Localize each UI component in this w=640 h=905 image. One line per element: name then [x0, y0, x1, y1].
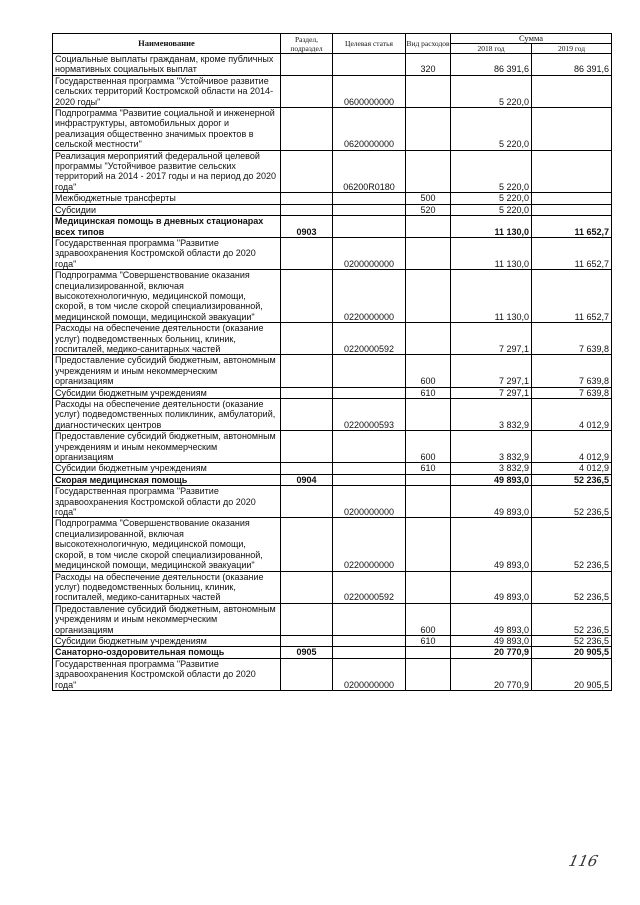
type-cell: 600 [406, 431, 451, 463]
amount-2018-cell: 5 220,0 [451, 193, 532, 204]
table-row [53, 431, 612, 463]
type-cell: 600 [406, 603, 451, 635]
amount-2019-cell: 52 236,5 [532, 486, 612, 518]
amount-2018-cell: 11 130,0 [451, 270, 532, 323]
name-cell: Медицинская помощь в дневных стационарах всех типов [53, 216, 281, 238]
section-cell [281, 399, 333, 431]
amount-2019-cell: 52 236,5 [532, 635, 612, 646]
table-row [53, 474, 612, 485]
type-cell [406, 323, 451, 355]
amount-2018-cell: 5 220,0 [451, 108, 532, 151]
amount-2018-cell: 5 220,0 [451, 75, 532, 107]
type-cell [406, 216, 451, 238]
type-cell: 520 [406, 204, 451, 215]
amount-2019-cell: 52 236,5 [532, 474, 612, 485]
target-cell [333, 647, 406, 658]
name-cell: Предоставление субсидий бюджетным, автономным учреждениям и иным некоммерческим организациям [53, 355, 281, 387]
amount-2019-cell: 7 639,8 [532, 387, 612, 398]
amount-2019-cell: 86 391,6 [532, 54, 612, 76]
amount-2019-cell [532, 193, 612, 204]
name-cell: Расходы на обеспечение деятельности (оказание услуг) подведомственных больниц, клиник, госпиталей, медико-санитарных частей [53, 323, 281, 355]
target-cell [333, 463, 406, 474]
amount-2019-cell: 11 652,7 [532, 270, 612, 323]
header-section: Раздел, подраздел [281, 34, 333, 54]
amount-2019-cell [532, 204, 612, 215]
name-cell: Санаторно-оздоровительная помощь [53, 647, 281, 658]
name-cell: Предоставление субсидий бюджетным, автономным учреждениям и иным некоммерческим организациям [53, 431, 281, 463]
amount-2018-cell: 20 770,9 [451, 647, 532, 658]
amount-2018-cell: 7 297,1 [451, 355, 532, 387]
table-row [53, 635, 612, 646]
type-cell [406, 270, 451, 323]
type-cell: 500 [406, 193, 451, 204]
amount-2018-cell: 49 893,0 [451, 486, 532, 518]
table-row [53, 486, 612, 518]
type-cell [406, 150, 451, 193]
amount-2018-cell: 20 770,9 [451, 658, 532, 690]
header-type: Вид расходов [406, 34, 451, 54]
section-cell [281, 486, 333, 518]
type-cell: 610 [406, 463, 451, 474]
section-cell [281, 387, 333, 398]
type-cell [406, 571, 451, 603]
amount-2019-cell: 7 639,8 [532, 355, 612, 387]
target-cell: 0200000000 [333, 658, 406, 690]
type-cell [406, 399, 451, 431]
target-cell: 0200000000 [333, 486, 406, 518]
name-cell: Государственная программа "Развитие здравоохранения Костромской области до 2020 года" [53, 658, 281, 690]
table-row [53, 237, 612, 269]
section-cell [281, 635, 333, 646]
name-cell: Субсидии [53, 204, 281, 215]
table-row [53, 399, 612, 431]
amount-2019-cell [532, 75, 612, 107]
amount-2018-cell: 49 893,0 [451, 603, 532, 635]
amount-2018-cell: 5 220,0 [451, 204, 532, 215]
table-row [53, 216, 612, 238]
section-cell [281, 518, 333, 571]
name-cell: Государственная программа "Развитие здравоохранения Костромской области до 2020 года" [53, 237, 281, 269]
amount-2019-cell: 4 012,9 [532, 399, 612, 431]
section-cell [281, 431, 333, 463]
section-cell [281, 658, 333, 690]
section-cell [281, 75, 333, 107]
type-cell [406, 658, 451, 690]
amount-2018-cell: 49 893,0 [451, 571, 532, 603]
header-year-2019: 2019 год [532, 44, 612, 54]
table-row [53, 270, 612, 323]
type-cell: 600 [406, 355, 451, 387]
table-row [53, 387, 612, 398]
section-cell [281, 463, 333, 474]
name-cell: Государственная программа "Развитие здравоохранения Костромской области до 2020 года" [53, 486, 281, 518]
target-cell: 06200R0180 [333, 150, 406, 193]
header-sum: Сумма [451, 34, 612, 44]
table-row [53, 658, 612, 690]
amount-2019-cell: 7 639,8 [532, 323, 612, 355]
name-cell: Расходы на обеспечение деятельности (оказание услуг) подведомственных поликлиник, амбулаторий, диагностических центров [53, 399, 281, 431]
type-cell: 610 [406, 635, 451, 646]
name-cell: Подпрограмма "Развитие социальной и инженерной инфраструктуры, автомобильных дорог и реализация общественно значимых проектов в сельской местности" [53, 108, 281, 151]
table-row [53, 108, 612, 151]
page-number: 116 [567, 852, 600, 870]
type-cell: 320 [406, 54, 451, 76]
section-cell [281, 54, 333, 76]
name-cell: Субсидии бюджетным учреждениям [53, 463, 281, 474]
amount-2019-cell: 20 905,5 [532, 647, 612, 658]
table-header [53, 34, 612, 54]
target-cell: 0220000593 [333, 399, 406, 431]
target-cell [333, 474, 406, 485]
amount-2019-cell: 11 652,7 [532, 216, 612, 238]
target-cell: 0220000592 [333, 323, 406, 355]
section-cell: 0903 [281, 216, 333, 238]
amount-2019-cell: 52 236,5 [532, 571, 612, 603]
amount-2019-cell [532, 108, 612, 151]
table-row [53, 193, 612, 204]
section-cell [281, 108, 333, 151]
amount-2018-cell: 11 130,0 [451, 216, 532, 238]
table-row [53, 518, 612, 571]
section-cell [281, 571, 333, 603]
type-cell: 610 [406, 387, 451, 398]
target-cell [333, 431, 406, 463]
table-row [53, 75, 612, 107]
table-row [53, 463, 612, 474]
amount-2019-cell: 52 236,5 [532, 518, 612, 571]
amount-2018-cell: 7 297,1 [451, 387, 532, 398]
target-cell: 0600000000 [333, 75, 406, 107]
amount-2019-cell: 11 652,7 [532, 237, 612, 269]
amount-2018-cell: 7 297,1 [451, 323, 532, 355]
target-cell: 0220000592 [333, 571, 406, 603]
name-cell: Социальные выплаты гражданам, кроме публичных нормативных социальных выплат [53, 54, 281, 76]
section-cell [281, 237, 333, 269]
amount-2018-cell: 49 893,0 [451, 474, 532, 485]
table-row [53, 355, 612, 387]
type-cell [406, 518, 451, 571]
target-cell [333, 603, 406, 635]
amount-2018-cell: 3 832,9 [451, 399, 532, 431]
amount-2018-cell: 49 893,0 [451, 518, 532, 571]
target-cell [333, 635, 406, 646]
section-cell [281, 603, 333, 635]
name-cell: Реализация мероприятий федеральной целевой программы "Устойчивое развитие сельских территорий на 2014 - 2017 годы и на период до 2020 года" [53, 150, 281, 193]
target-cell: 0620000000 [333, 108, 406, 151]
section-cell: 0904 [281, 474, 333, 485]
name-cell: Скорая медицинская помощь [53, 474, 281, 485]
name-cell: Государственная программа "Устойчивое развитие сельских территорий Костромской области на 2014-2020 годы" [53, 75, 281, 107]
table-body [53, 54, 612, 691]
target-cell: 0220000000 [333, 518, 406, 571]
budget-table [52, 33, 612, 691]
table-row [53, 150, 612, 193]
header-name: Наименование [53, 34, 281, 54]
type-cell [406, 486, 451, 518]
name-cell: Подпрограмма "Совершенствование оказания специализированной, включая высокотехнологичную, медицинской помощи, скорой, в том числе скорой специализированной, медицинской помощи, медицинской эвакуации" [53, 518, 281, 571]
target-cell [333, 54, 406, 76]
name-cell: Субсидии бюджетным учреждениям [53, 387, 281, 398]
name-cell: Предоставление субсидий бюджетным, автономным учреждениям и иным некоммерческим организациям [53, 603, 281, 635]
name-cell: Субсидии бюджетным учреждениям [53, 635, 281, 646]
amount-2018-cell: 3 832,9 [451, 431, 532, 463]
amount-2019-cell: 20 905,5 [532, 658, 612, 690]
type-cell [406, 237, 451, 269]
header-target: Целевая статья [333, 34, 406, 54]
name-cell: Подпрограмма "Совершенствование оказания специализированной, включая высокотехнологичную, медицинской помощи, скорой, в том числе скорой специализированной, медицинской помощи, медицинской эвакуации" [53, 270, 281, 323]
section-cell [281, 150, 333, 193]
type-cell [406, 108, 451, 151]
section-cell: 0905 [281, 647, 333, 658]
table-row [53, 603, 612, 635]
target-cell [333, 387, 406, 398]
header-year-2018: 2018 год [451, 44, 532, 54]
amount-2018-cell: 11 130,0 [451, 237, 532, 269]
target-cell [333, 204, 406, 215]
name-cell: Межбюджетные трансферты [53, 193, 281, 204]
section-cell [281, 323, 333, 355]
amount-2018-cell: 3 832,9 [451, 463, 532, 474]
amount-2018-cell: 49 893,0 [451, 635, 532, 646]
table-row [53, 204, 612, 215]
amount-2019-cell: 4 012,9 [532, 463, 612, 474]
target-cell [333, 355, 406, 387]
target-cell: 0200000000 [333, 237, 406, 269]
table-row [53, 647, 612, 658]
amount-2018-cell: 86 391,6 [451, 54, 532, 76]
type-cell [406, 75, 451, 107]
name-cell: Расходы на обеспечение деятельности (оказание услуг) подведомственных больниц, клиник, госпиталей, медико-санитарных частей [53, 571, 281, 603]
amount-2019-cell [532, 150, 612, 193]
type-cell [406, 474, 451, 485]
target-cell: 0220000000 [333, 270, 406, 323]
amount-2019-cell: 4 012,9 [532, 431, 612, 463]
section-cell [281, 355, 333, 387]
amount-2019-cell: 52 236,5 [532, 603, 612, 635]
section-cell [281, 270, 333, 323]
target-cell [333, 193, 406, 204]
amount-2018-cell: 5 220,0 [451, 150, 532, 193]
table-row [53, 323, 612, 355]
target-cell [333, 216, 406, 238]
table-row [53, 54, 612, 76]
section-cell [281, 193, 333, 204]
type-cell [406, 647, 451, 658]
section-cell [281, 204, 333, 215]
table-row [53, 571, 612, 603]
